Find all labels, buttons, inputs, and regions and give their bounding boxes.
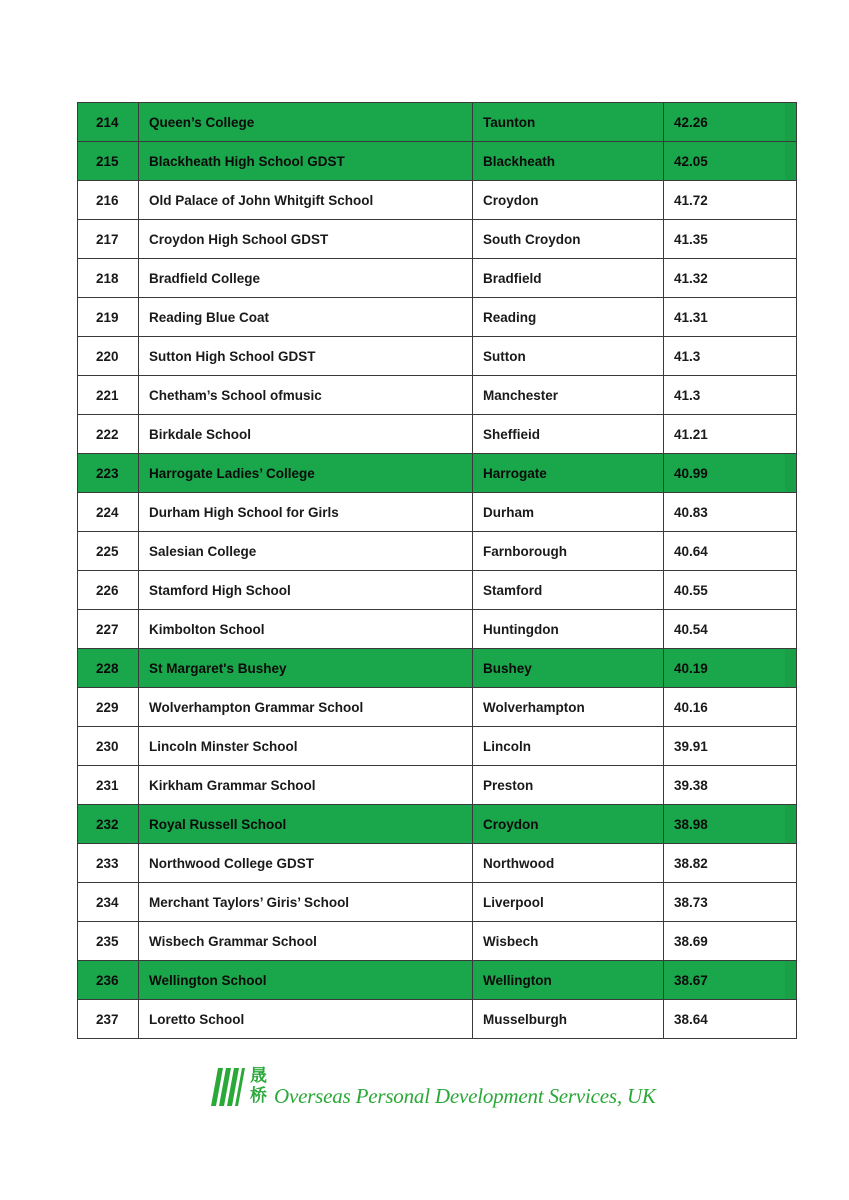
rank-cell: 233 xyxy=(78,844,139,883)
town-cell: Lincoln xyxy=(473,727,664,766)
school-ranking-table xyxy=(77,102,797,1039)
score-cell: 38.82 xyxy=(664,844,797,883)
town-cell: Preston xyxy=(473,766,664,805)
rank-cell: 220 xyxy=(78,337,139,376)
town-cell: Croydon xyxy=(473,805,664,844)
rank-cell: 214 xyxy=(78,103,139,142)
town-cell: Bushey xyxy=(473,649,664,688)
score-cell: 40.83 xyxy=(664,493,797,532)
table-row xyxy=(78,259,797,298)
rank-cell: 216 xyxy=(78,181,139,220)
school-name-cell: Wolverhampton Grammar School xyxy=(139,688,473,727)
school-name-cell: Merchant Taylors’ Giris’ School xyxy=(139,883,473,922)
score-cell: 38.64 xyxy=(664,1000,797,1039)
rank-cell: 232 xyxy=(78,805,139,844)
rank-cell: 221 xyxy=(78,376,139,415)
table-row xyxy=(78,415,797,454)
town-cell: Northwood xyxy=(473,844,664,883)
town-cell: Wisbech xyxy=(473,922,664,961)
logo-cn-char-2: 桥 xyxy=(250,1086,267,1106)
town-cell: Sutton xyxy=(473,337,664,376)
town-cell: Musselburgh xyxy=(473,1000,664,1039)
score-cell: 41.35 xyxy=(664,220,797,259)
slanted-bars-logo-icon xyxy=(210,1068,248,1106)
school-name-cell: Durham High School for Girls xyxy=(139,493,473,532)
score-cell: 39.91 xyxy=(664,727,797,766)
school-name-cell: Kirkham Grammar School xyxy=(139,766,473,805)
school-name-cell: Kimbolton School xyxy=(139,610,473,649)
score-cell: 40.16 xyxy=(664,688,797,727)
table-row xyxy=(78,727,797,766)
score-cell: 41.32 xyxy=(664,259,797,298)
town-cell: Taunton xyxy=(473,103,664,142)
town-cell: Harrogate xyxy=(473,454,664,493)
school-name-cell: Wellington School xyxy=(139,961,473,1000)
score-cell: 38.73 xyxy=(664,883,797,922)
table-body xyxy=(78,103,797,1039)
town-cell: Croydon xyxy=(473,181,664,220)
table-row xyxy=(78,805,797,844)
school-name-cell: Loretto School xyxy=(139,1000,473,1039)
rank-cell: 228 xyxy=(78,649,139,688)
school-name-cell: St Margaret's Bushey xyxy=(139,649,473,688)
school-name-cell: Croydon High School GDST xyxy=(139,220,473,259)
school-name-cell: Reading Blue Coat xyxy=(139,298,473,337)
town-cell: Manchester xyxy=(473,376,664,415)
school-name-cell: Salesian College xyxy=(139,532,473,571)
town-cell: Wolverhampton xyxy=(473,688,664,727)
score-cell: 41.3 xyxy=(664,337,797,376)
school-name-cell: Northwood College GDST xyxy=(139,844,473,883)
logo-chinese-text xyxy=(250,1066,272,1106)
rank-cell: 222 xyxy=(78,415,139,454)
school-name-cell: Chetham’s School ofmusic xyxy=(139,376,473,415)
school-name-cell: Blackheath High School GDST xyxy=(139,142,473,181)
rank-cell: 230 xyxy=(78,727,139,766)
table-row xyxy=(78,337,797,376)
town-cell: Liverpool xyxy=(473,883,664,922)
score-cell: 41.72 xyxy=(664,181,797,220)
footer-logo xyxy=(210,1066,656,1110)
town-cell: Stamford xyxy=(473,571,664,610)
table-row xyxy=(78,883,797,922)
rank-cell: 231 xyxy=(78,766,139,805)
score-cell: 40.54 xyxy=(664,610,797,649)
logo-cn-char-1: 晟 xyxy=(250,1066,267,1086)
school-name-cell: Old Palace of John Whitgift School xyxy=(139,181,473,220)
table-row xyxy=(78,1000,797,1039)
rank-cell: 223 xyxy=(78,454,139,493)
score-cell: 41.21 xyxy=(664,415,797,454)
rank-cell: 227 xyxy=(78,610,139,649)
table-row xyxy=(78,844,797,883)
school-name-cell: Bradfield College xyxy=(139,259,473,298)
table-row xyxy=(78,181,797,220)
score-cell: 39.38 xyxy=(664,766,797,805)
table-row xyxy=(78,298,797,337)
table-row xyxy=(78,961,797,1000)
table-row xyxy=(78,376,797,415)
score-cell: 40.19 xyxy=(664,649,797,688)
table-row xyxy=(78,493,797,532)
table-row xyxy=(78,571,797,610)
rank-cell: 235 xyxy=(78,922,139,961)
town-cell: Farnborough xyxy=(473,532,664,571)
table-row xyxy=(78,220,797,259)
rank-cell: 225 xyxy=(78,532,139,571)
school-name-cell: Lincoln Minster School xyxy=(139,727,473,766)
rank-cell: 224 xyxy=(78,493,139,532)
score-cell: 42.05 xyxy=(664,142,797,181)
table-row xyxy=(78,688,797,727)
town-cell: South Croydon xyxy=(473,220,664,259)
table-row xyxy=(78,532,797,571)
table-row xyxy=(78,454,797,493)
score-cell: 40.99 xyxy=(664,454,797,493)
rank-cell: 219 xyxy=(78,298,139,337)
school-name-cell: Harrogate Ladies’ College xyxy=(139,454,473,493)
town-cell: Sheffieid xyxy=(473,415,664,454)
school-name-cell: Sutton High School GDST xyxy=(139,337,473,376)
score-cell: 41.31 xyxy=(664,298,797,337)
score-cell: 40.55 xyxy=(664,571,797,610)
table-row xyxy=(78,766,797,805)
rank-cell: 236 xyxy=(78,961,139,1000)
score-cell: 42.26 xyxy=(664,103,797,142)
town-cell: Blackheath xyxy=(473,142,664,181)
school-name-cell: Queen’s College xyxy=(139,103,473,142)
score-cell: 41.3 xyxy=(664,376,797,415)
table-row xyxy=(78,649,797,688)
school-name-cell: Stamford High School xyxy=(139,571,473,610)
school-name-cell: Birkdale School xyxy=(139,415,473,454)
rank-cell: 234 xyxy=(78,883,139,922)
rank-cell: 226 xyxy=(78,571,139,610)
rank-cell: 237 xyxy=(78,1000,139,1039)
table-row xyxy=(78,922,797,961)
score-cell: 38.69 xyxy=(664,922,797,961)
table-row xyxy=(78,103,797,142)
table-row xyxy=(78,142,797,181)
town-cell: Durham xyxy=(473,493,664,532)
town-cell: Wellington xyxy=(473,961,664,1000)
score-cell: 38.98 xyxy=(664,805,797,844)
town-cell: Bradfield xyxy=(473,259,664,298)
table-row xyxy=(78,610,797,649)
logo-company-name: Overseas Personal Development Services, UK xyxy=(274,1084,656,1108)
school-name-cell: Royal Russell School xyxy=(139,805,473,844)
rank-cell: 217 xyxy=(78,220,139,259)
rank-cell: 215 xyxy=(78,142,139,181)
score-cell: 38.67 xyxy=(664,961,797,1000)
rank-cell: 218 xyxy=(78,259,139,298)
school-name-cell: Wisbech Grammar School xyxy=(139,922,473,961)
rank-cell: 229 xyxy=(78,688,139,727)
town-cell: Reading xyxy=(473,298,664,337)
score-cell: 40.64 xyxy=(664,532,797,571)
town-cell: Huntingdon xyxy=(473,610,664,649)
